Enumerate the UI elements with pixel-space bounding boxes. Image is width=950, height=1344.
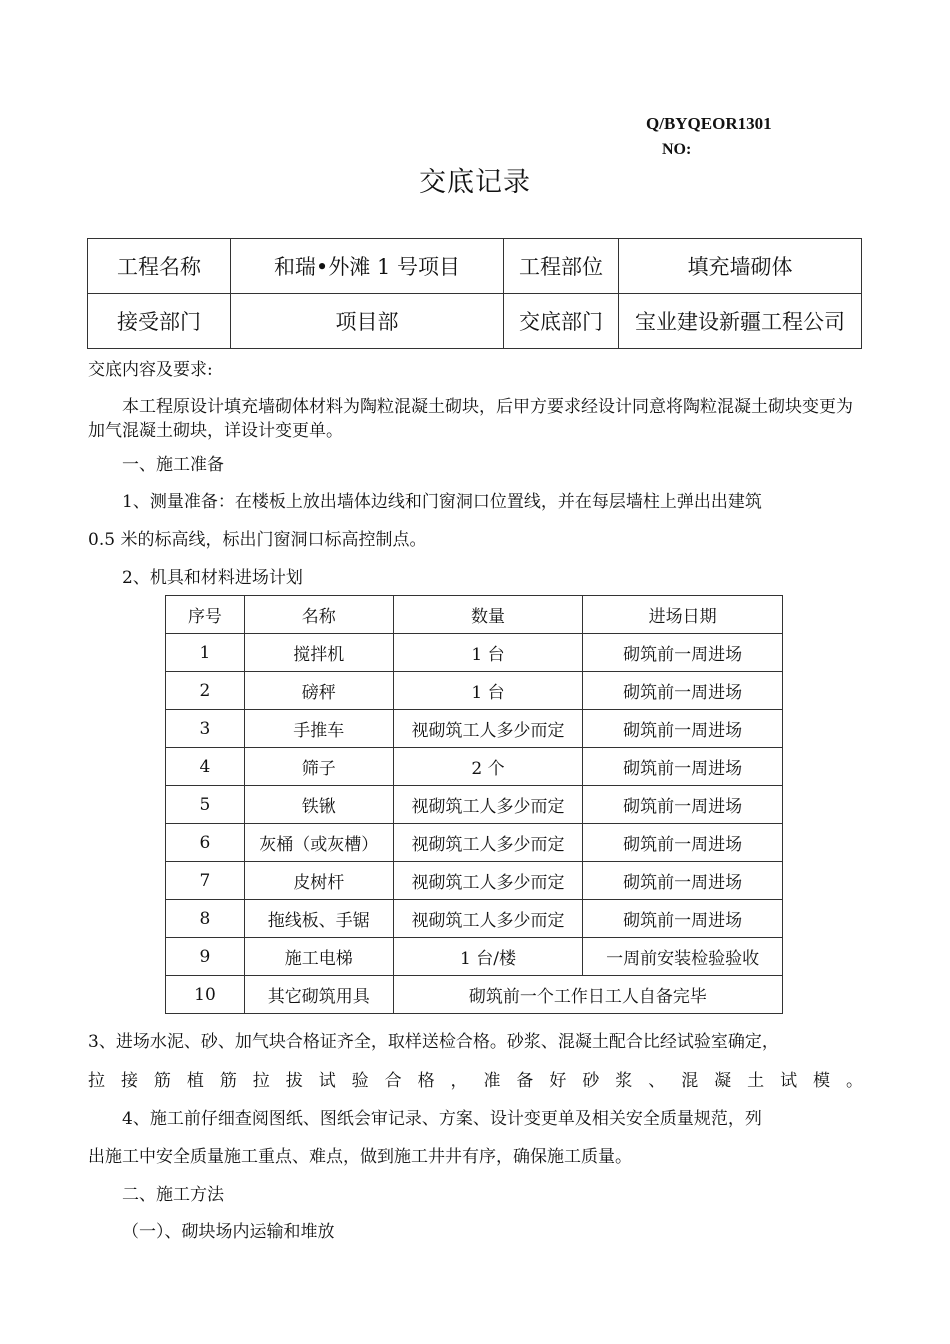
table-cell: 砌筑前一个工作日工人自备完毕	[393, 976, 782, 1014]
table-cell: 筛子	[244, 748, 393, 786]
table-cell: 9	[166, 938, 245, 976]
table-cell: 4	[166, 748, 245, 786]
table-cell: 3	[166, 710, 245, 748]
info-row	[88, 294, 862, 349]
table-cell: 1	[166, 634, 245, 672]
table-cell: 砌筑前一周进场	[583, 862, 783, 900]
table-header-row	[166, 596, 783, 634]
project-part-label: 工程部位	[504, 239, 619, 294]
table-cell: 1 台	[393, 672, 583, 710]
table-cell: 砌筑前一周进场	[583, 786, 783, 824]
table-cell: 2	[166, 672, 245, 710]
table-cell: 铁锹	[244, 786, 393, 824]
table-cell: 砌筑前一周进场	[583, 824, 783, 862]
table-cell: 1 台/楼	[393, 938, 583, 976]
section-heading: 二、施工方法	[122, 1185, 224, 1205]
table-cell: 一周前安装检验验收	[583, 938, 783, 976]
table-cell: 数量	[393, 596, 583, 634]
table-row	[166, 634, 783, 672]
issuer: 宝业建设新疆工程公司	[619, 294, 862, 349]
table-row	[166, 748, 783, 786]
content-label: 交底内容及要求:	[88, 360, 213, 380]
table-cell: 视砌筑工人多少而定	[393, 786, 583, 824]
project-name-label: 工程名称	[88, 239, 231, 294]
table-cell: 磅秤	[244, 672, 393, 710]
item-text: 0.5 米的标高线，标出门窗洞口标高控制点。	[88, 530, 427, 550]
table-row	[166, 672, 783, 710]
table-cell: 名称	[244, 596, 393, 634]
project-name: 和瑞•外滩 1 号项目	[231, 239, 504, 294]
table-cell: 拖线板、手锯	[244, 900, 393, 938]
table-cell: 其它砌筑用具	[244, 976, 393, 1014]
item-text: 拉接筋植筋拉拔试验合格，准备好砂浆、混凝土试模。	[88, 1071, 863, 1091]
item-text: 2、机具和材料进场计划	[122, 568, 303, 588]
equipment-table	[165, 595, 783, 1014]
table-cell: 砌筑前一周进场	[583, 710, 783, 748]
table-cell: 砌筑前一周进场	[583, 672, 783, 710]
table-cell: 视砌筑工人多少而定	[393, 862, 583, 900]
receiver: 项目部	[231, 294, 504, 349]
table-row	[166, 710, 783, 748]
item-text: 1、测量准备：在楼板上放出墙体边线和门窗洞口位置线，并在每层墙柱上弹出出建筑	[122, 492, 762, 512]
table-row	[166, 786, 783, 824]
table-cell: 砌筑前一周进场	[583, 634, 783, 672]
table-cell: 砌筑前一周进场	[583, 900, 783, 938]
issuer-label: 交底部门	[504, 294, 619, 349]
item-text: 4、施工前仔细查阅图纸、图纸会审记录、方案、设计变更单及相关安全质量规范，列	[122, 1109, 762, 1129]
document-code: Q/BYQEOR1301	[646, 114, 772, 133]
project-part: 填充墙砌体	[619, 239, 862, 294]
page-title: 交底记录	[419, 167, 531, 198]
table-cell: 视砌筑工人多少而定	[393, 710, 583, 748]
info-row	[88, 239, 862, 294]
table-cell: 8	[166, 900, 245, 938]
subsection-heading: （一）、砌块场内运输和堆放	[122, 1222, 335, 1242]
table-row	[166, 938, 783, 976]
item-text: 3、进场水泥、砂、加气块合格证齐全，取样送检合格。砂浆、混凝土配合比经试验室确定，	[88, 1032, 779, 1052]
table-cell: 2 个	[393, 748, 583, 786]
intro-paragraph: 本工程原设计填充墙砌体材料为陶粒混凝土砌块，后甲方要求经设计同意将陶粒混凝土砌块变更为加气混凝土砌块，详设计变更单。	[88, 397, 853, 441]
table-cell: 砌筑前一周进场	[583, 748, 783, 786]
table-cell: 搅拌机	[244, 634, 393, 672]
table-cell: 灰桶（或灰槽）	[244, 824, 393, 862]
table-cell: 视砌筑工人多少而定	[393, 824, 583, 862]
item-text: 出施工中安全质量施工重点、难点，做到施工井井有序，确保施工质量。	[88, 1147, 632, 1167]
table-row	[166, 824, 783, 862]
section-heading: 一、施工准备	[122, 455, 224, 475]
table-cell: 10	[166, 976, 245, 1014]
table-cell: 皮树杆	[244, 862, 393, 900]
info-table	[87, 238, 862, 349]
document-number-label: NO:	[662, 141, 692, 158]
table-cell: 7	[166, 862, 245, 900]
receiver-label: 接受部门	[88, 294, 231, 349]
table-cell: 手推车	[244, 710, 393, 748]
table-row	[166, 976, 783, 1014]
table-row	[166, 900, 783, 938]
table-cell: 5	[166, 786, 245, 824]
table-cell: 进场日期	[583, 596, 783, 634]
table-cell: 施工电梯	[244, 938, 393, 976]
table-cell: 6	[166, 824, 245, 862]
table-cell: 视砌筑工人多少而定	[393, 900, 583, 938]
table-cell: 序号	[166, 596, 245, 634]
table-cell: 1 台	[393, 634, 583, 672]
table-row	[166, 862, 783, 900]
